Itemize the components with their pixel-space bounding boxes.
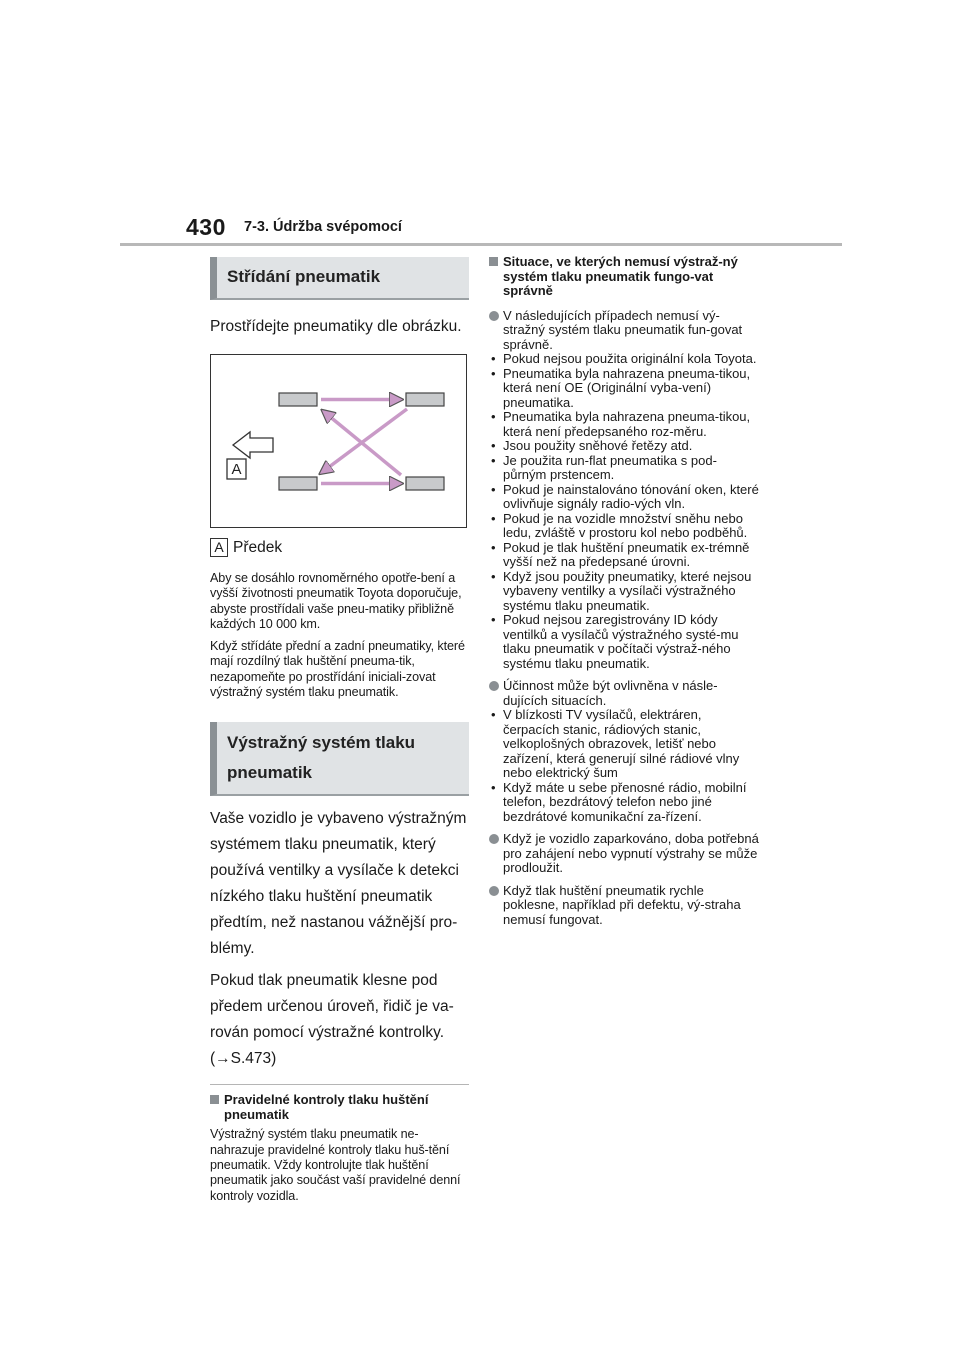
list-item: • Pokud nejsou použita originální kola Toyota.	[489, 352, 759, 367]
list-cases	[489, 352, 759, 671]
section-title-tpms	[210, 722, 469, 796]
list-item: • Jsou použity sněhové řetězy atd.	[489, 439, 759, 454]
page-number: 430	[186, 214, 226, 240]
list-item: • Pokud nejsou zaregistrovány ID kódy ventilků a vysílačů výstražného systé-mu tlaku pneumatik v počítači výstraž-ného systému tlaku pneumatik.	[489, 613, 759, 671]
list-item: • Pokud je tlak huštění pneumatik ex-trémně vyšší než na předepsané úrovni.	[489, 541, 759, 570]
list-item: • Pneumatika byla nahrazena pneuma-tikou, která není OE (Originální vyba-vení) pneumatika.	[489, 367, 759, 411]
diagram-label-a: A	[231, 461, 242, 478]
divider	[210, 1084, 469, 1085]
subhead-regular-checks-text: Pravidelné kontroly tlaku huštění pneumatik	[224, 1092, 429, 1122]
dot-item-3-text: Když je vozidlo zaparkováno, doba potřebná pro zahájení nebo vypnutí výstrahy se může prodloužit.	[503, 831, 759, 875]
chapter-title: 7-3. Údržba svépomocí	[244, 219, 402, 235]
dot-item-4	[489, 884, 759, 928]
legend-label-box: A	[210, 538, 228, 557]
tpms-para-1: Vaše vozidlo je vybaveno výstražným systémem tlaku pneumatik, který používá ventilky a vysílače k detekci nízkého tlaku huštění pneumatik předtím, než nastanou vážnější pro-blémy.	[210, 810, 467, 958]
square-bullet-icon	[489, 257, 498, 266]
list-item: • Když jsou použity pneumatiky, které nejsou vybaveny ventilky a vysílači výstražného systému tlaku pneumatik.	[489, 570, 759, 614]
circle-bullet-icon	[489, 681, 499, 691]
list-item: • Pneumatika byla nahrazena pneuma-tikou, která není předepsaného roz-měru.	[489, 410, 759, 439]
tpms-para-2: Pokud tlak pneumatik klesne pod předem určenou úroveň, řidič je va-rován pomocí výstražné kontrolky. (→S.473)	[210, 972, 454, 1068]
tire-front-left	[279, 393, 317, 406]
list-interference	[489, 708, 759, 824]
dot-item-4-text: Když tlak huštění pneumatik rychle poklesne, například při defektu, vý-straha nemusí fungovat.	[503, 882, 741, 927]
tire-rear-left	[279, 477, 317, 490]
dot-item-1	[489, 309, 759, 353]
dot-item-2	[489, 679, 759, 708]
rotation-para-2: Když střídáte přední a zadní pneumatiky, které mají rozdílný tlak huštění pneuma-tik, nezapomeňte po prostřídání iniciali-zovat výstražný systém tlaku pneumatik.	[210, 639, 465, 700]
square-bullet-icon	[210, 1095, 219, 1104]
rotation-para-1: Aby se dosáhlo rovnoměrného opotře-bení a vyšší životnosti pneumatik Toyota doporučuje, abyste prostřídali vaše pneu-matiky přibližně každých 10 000 km.	[210, 571, 462, 631]
tpms-title-line-2: pneumatik	[227, 763, 313, 783]
list-item: • Když máte u sebe přenosné rádio, mobilní telefon, bezdrátový telefon nebo jiné bezdrátové komunikační za-řízení.	[489, 781, 759, 825]
subhead-regular-checks	[210, 1093, 469, 1122]
circle-bullet-icon	[489, 886, 499, 896]
list-item: • V blízkosti TV vysílačů, elektráren, čerpacích stanic, rádiových stanic, velkoplošných obrazovek, letišť nebo zařízení, která generují silné rádiové vlny nebo elektrický šum	[489, 708, 759, 781]
rotation-diagram-svg	[211, 355, 466, 527]
list-item: • Je použita run-flat pneumatika s pod-půrným prstencem.	[489, 454, 759, 483]
dot-item-2-text: Účinnost může být ovlivněna v násle-dujících situacích.	[503, 678, 718, 708]
dot-item-3	[489, 832, 759, 876]
header-rule	[120, 243, 842, 246]
dot-item-1-text: V následujících případech nemusí vý-stražný systém tlaku pneumatik fun-govat správně.	[503, 307, 743, 352]
subhead-situations	[489, 255, 759, 299]
circle-bullet-icon	[489, 834, 499, 844]
diagram-legend	[210, 538, 469, 557]
list-item: • Pokud je na vozidle množství sněhu nebo ledu, zvláště v prostoru kol nebo podběhů.	[489, 512, 759, 541]
tire-rotation-diagram	[210, 354, 467, 528]
right-column	[489, 255, 759, 927]
section-title-tire-rotation: Střídání pneumatik	[210, 257, 469, 300]
rotation-intro: Prostřídejte pneumatiky dle obrázku.	[210, 318, 462, 335]
tpms-title-line-1: Výstražný systém tlaku	[227, 733, 416, 753]
legend-text: Předek	[233, 538, 283, 556]
list-item: • Pokud je nainstalováno tónování oken, které ovlivňuje signály radio-vých vln.	[489, 483, 759, 512]
regular-checks-text: Výstražný systém tlaku pneumatik ne-nahrazuje pravidelné kontroly tlaku huš-tění pneumatik. Vždy kontrolujte tlak huštění pneumatik jako součást vaší pravidelné denní kontroly vozidla.	[210, 1127, 461, 1203]
tire-rear-right	[406, 477, 444, 490]
left-column	[210, 257, 469, 1204]
circle-bullet-icon	[489, 311, 499, 321]
tire-front-right	[406, 393, 444, 406]
front-direction-arrow	[233, 432, 273, 458]
subhead-situations-text: Situace, ve kterých nemusí výstraž-ný systém tlaku pneumatik fungo-vat správně	[503, 254, 738, 298]
